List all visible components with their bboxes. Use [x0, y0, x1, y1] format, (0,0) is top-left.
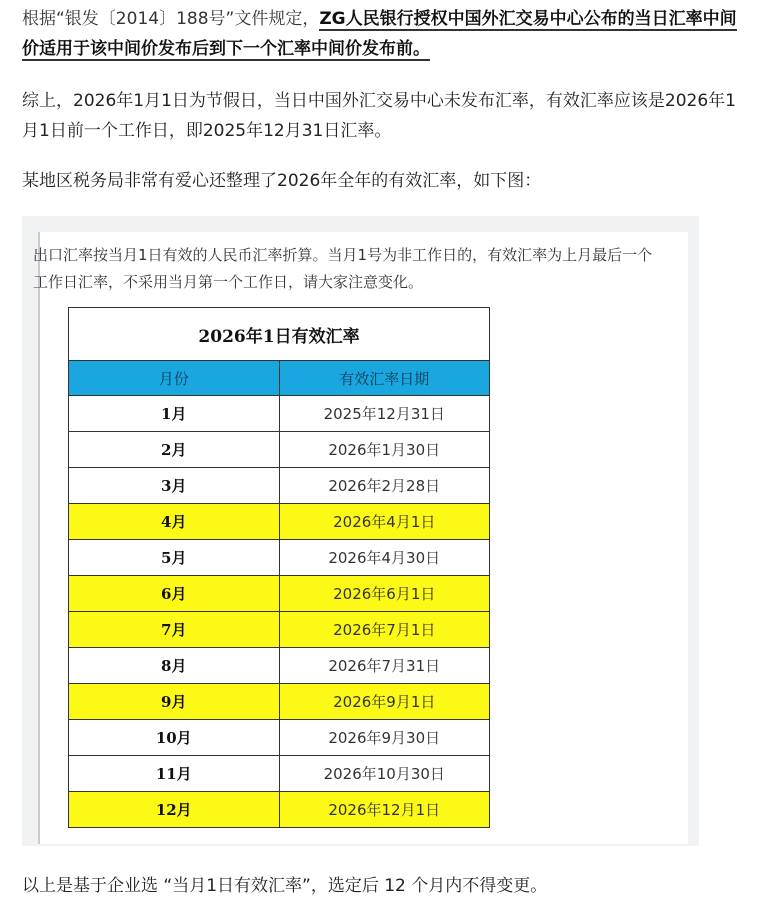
table-row: [69, 684, 490, 720]
month-cell: 9月: [69, 684, 280, 720]
effective-date-cell: 2025年12月31日: [279, 396, 490, 432]
table-row: [69, 612, 490, 648]
effective-rate-table: [68, 307, 490, 828]
table-row: [69, 648, 490, 684]
table-row: [69, 792, 490, 828]
month-cell: 7月: [69, 612, 280, 648]
table-row: [69, 504, 490, 540]
paragraph-conclusion: 综上，2026年1月1日为节假日，当日中国外汇交易中心未发布汇率，有效汇率应该是2026年1月1日前一个工作日，即2025年12月31日汇率。: [22, 91, 736, 141]
table-row: [69, 576, 490, 612]
effective-date-cell: 2026年4月30日: [279, 540, 490, 576]
image-note-text: 出口汇率按当月1日有效的人民币汇率折算。当月1号为非工作日的，有效汇率为上月最后一个工作日汇率，不采用当月第一个工作日，请大家注意变化。: [33, 246, 653, 291]
table-title: 2026年1日有效汇率: [69, 308, 490, 361]
effective-date-cell: 2026年9月30日: [279, 720, 490, 756]
column-header-date: 有效汇率日期: [279, 361, 490, 396]
month-cell: 2月: [69, 432, 280, 468]
effective-date-cell: 2026年2月28日: [279, 468, 490, 504]
effective-date-cell: 2026年4月1日: [279, 504, 490, 540]
paragraph-regulation: [22, 4, 752, 64]
month-cell: 8月: [69, 648, 280, 684]
effective-date-cell: 2026年7月31日: [279, 648, 490, 684]
effective-date-cell: 2026年6月1日: [279, 576, 490, 612]
paragraph-footer-note: 以上是基于企业选 “当月1日有效汇率”，选定后 12 个月内不得变更。: [22, 876, 548, 896]
effective-date-cell: 2026年7月1日: [279, 612, 490, 648]
effective-date-cell: 2026年1月30日: [279, 432, 490, 468]
table-row: [69, 540, 490, 576]
paragraph-table-intro: 某地区税务局非常有爱心还整理了2026年全年的有效汇率，如下图：: [22, 171, 542, 191]
effective-date-cell: 2026年9月1日: [279, 684, 490, 720]
column-header-month: 月份: [69, 361, 280, 396]
month-cell: 5月: [69, 540, 280, 576]
table-row: [69, 720, 490, 756]
month-cell: 1月: [69, 396, 280, 432]
regulation-lead-text: 根据“银发〔2014〕188号”文件规定，: [22, 9, 320, 29]
month-cell: 4月: [69, 504, 280, 540]
regulation-emphasis-text: ZG人民银行授权中国外汇交易中心公布的当日汇率中间价适用于该中间价发布后到下一个汇率中间价发布前。: [22, 9, 737, 59]
month-cell: 12月: [69, 792, 280, 828]
table-row: [69, 432, 490, 468]
table-row: [69, 396, 490, 432]
effective-date-cell: 2026年12月1日: [279, 792, 490, 828]
month-cell: 6月: [69, 576, 280, 612]
month-cell: 11月: [69, 756, 280, 792]
month-cell: 3月: [69, 468, 280, 504]
table-row: [69, 756, 490, 792]
table-row: [69, 468, 490, 504]
month-cell: 10月: [69, 720, 280, 756]
effective-date-cell: 2026年10月30日: [279, 756, 490, 792]
